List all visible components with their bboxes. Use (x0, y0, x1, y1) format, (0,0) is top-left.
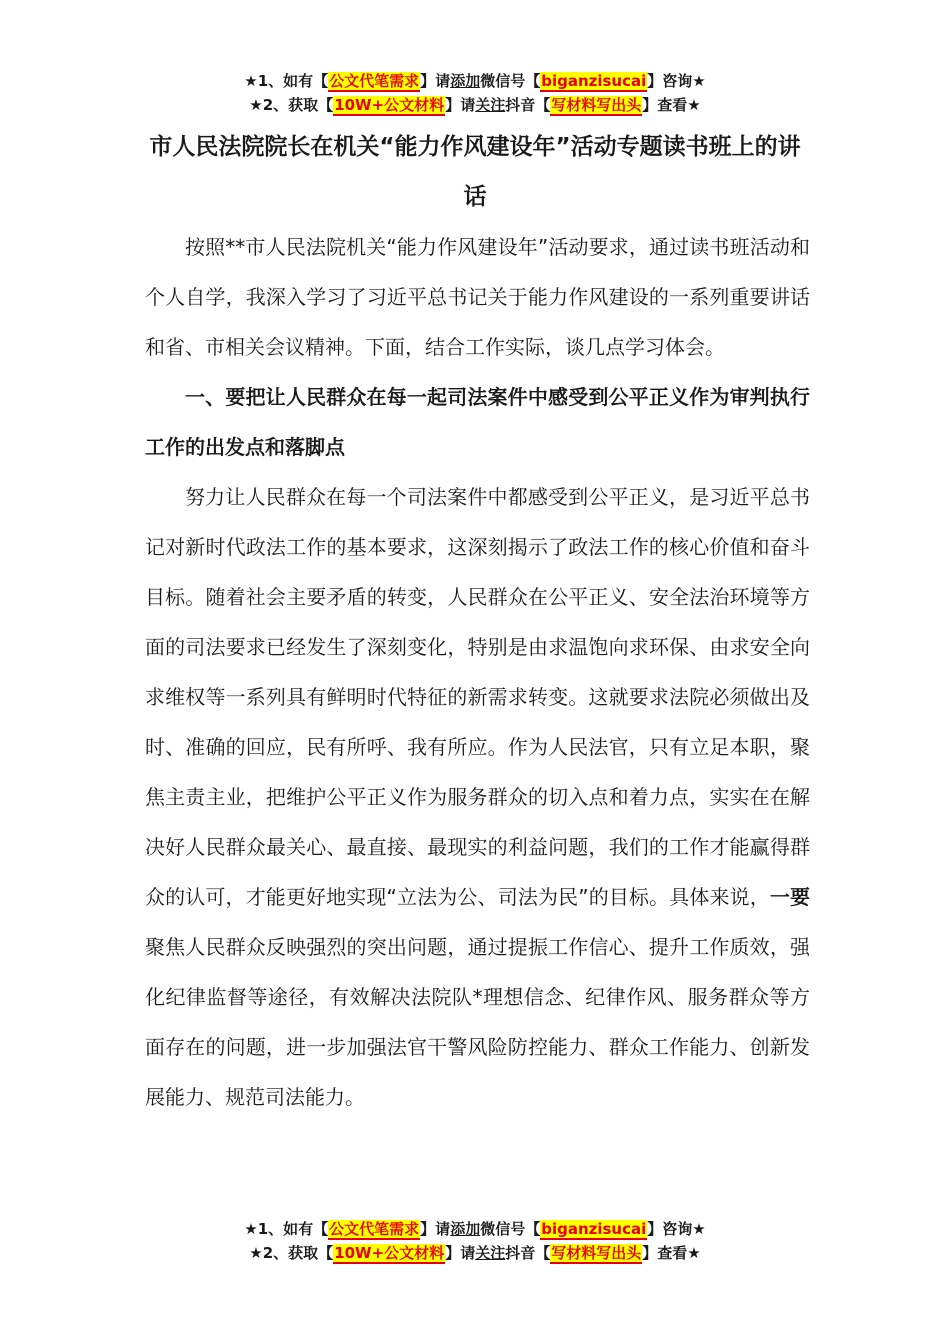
document-body (145, 222, 810, 1122)
promo-text: ★1、如有【 (244, 1220, 329, 1238)
promo-line-1 (0, 1217, 950, 1241)
promo-text: 】咨询★ (647, 72, 706, 90)
paragraph-intro: 按照**市人民法院机关“能力作风建设年”活动要求，通过读书班活动和个人自学，我深入学习了习近平总书记关于能力作风建设的一系列重要讲话和省、市相关会议精神。下面，结合工作实际，谈几点学习体会。 (145, 235, 810, 359)
promo-underline: 关注 (475, 1244, 506, 1262)
paragraph-text: 聚焦人民群众反映强烈的突出问题，通过提振工作信心、提升工作质效，强化纪律监督等途径，有效解决法院队*理想信念、纪律作风、服务群众等方面存在的问题，进一步加强法官干警风险防控能力、群众工作能力、创新发展能力、规范司法能力。 (145, 935, 810, 1109)
promo-text: 】查看★ (642, 96, 701, 114)
promo-text: 微信号【 (480, 72, 541, 90)
paragraph-text: 努力让人民群众在每一个司法案件中都感受到公平正义，是习近平总书记对新时代政法工作的基本要求，这深刻揭示了政法工作的核心价值和奋斗目标。随着社会主要矛盾的转变，人民群众在公平正义、安全法治环境等方面的司法要求已经发生了深刻变化，特别是由求温饱向求环保、由求安全向求维权等一系列具有鲜明时代特征的新需求转变。这就要求法院必须做出及时、准确的回应，民有所呼、我有所应。作为人民法官，只有立足本职，聚焦主责主业，把维护公平正义作为服务群众的切入点和着力点，实实在在解决好人民群众最关心、最直接、最现实的利益问题，我们的工作才能赢得群众的认可，才能更好地实现“立法为公、司法为民”的目标。具体来说， (145, 485, 810, 909)
promo-text: 】请 (445, 1244, 476, 1262)
promo-underline: 关注 (475, 96, 506, 114)
paragraph-section-1 (145, 472, 810, 1122)
promo-text: 】请 (445, 96, 476, 114)
promo-text: ★2、获取【 (249, 1244, 334, 1262)
promo-line-2 (0, 1241, 950, 1265)
promo-highlight: 10W+公文材料 (334, 1244, 445, 1262)
promo-highlight: 公文代笔需求 (329, 1220, 420, 1238)
document-title: 市人民法院院长在机关“能力作风建设年”活动专题读书班上的讲话 (149, 134, 801, 210)
promo-text: 抖音【 (505, 1244, 551, 1262)
promo-text: 】请 (420, 72, 451, 90)
promo-text: 抖音【 (505, 96, 551, 114)
promo-underline: 添加 (450, 72, 481, 90)
promo-banner-top (0, 69, 950, 117)
promo-text: ★2、获取【 (249, 96, 334, 114)
promo-line-2 (0, 93, 950, 117)
promo-highlight: 公文代笔需求 (329, 72, 420, 90)
promo-wechat-id: biganzisucai (541, 72, 647, 90)
promo-text: 】查看★ (642, 1244, 701, 1262)
paragraph-bold-marker: 一要 (769, 885, 810, 909)
promo-wechat-id: biganzisucai (541, 1220, 647, 1238)
promo-highlight: 10W+公文材料 (334, 96, 445, 114)
promo-underline: 添加 (450, 1220, 481, 1238)
promo-text: 】请 (420, 1220, 451, 1238)
section-heading-1: 一、要把让人民群众在每一起司法案件中感受到公平正义作为审判执行工作的出发点和落脚点 (145, 385, 810, 459)
promo-text: 】咨询★ (647, 1220, 706, 1238)
promo-douyin-id: 写材料写出头 (551, 96, 642, 114)
promo-banner-bottom (0, 1217, 950, 1265)
promo-line-1 (0, 69, 950, 93)
promo-douyin-id: 写材料写出头 (551, 1244, 642, 1262)
promo-text: 微信号【 (480, 1220, 541, 1238)
promo-text: ★1、如有【 (244, 72, 329, 90)
